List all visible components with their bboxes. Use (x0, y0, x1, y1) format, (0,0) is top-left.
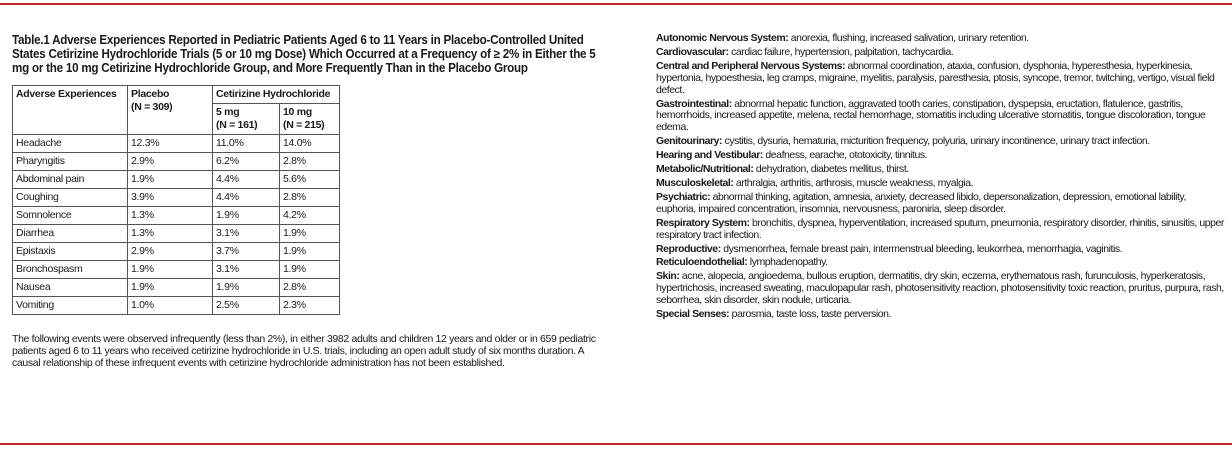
system-label: Skin: (656, 270, 680, 283)
row-5mg: 4.4% (213, 171, 280, 189)
system-entry (656, 271, 1226, 307)
header-placebo-n: (N = 309) (131, 101, 173, 113)
system-entry (656, 257, 1226, 269)
system-text: lymphadenopathy. (747, 256, 828, 269)
row-placebo: 1.3% (128, 207, 213, 225)
system-entry (656, 164, 1226, 176)
row-5mg: 6.2% (213, 153, 280, 171)
system-entry (656, 192, 1226, 216)
row-name: Bronchospasm (13, 261, 128, 279)
system-entry (656, 61, 1226, 97)
row-10mg: 2.8% (280, 189, 340, 207)
system-label: Gastrointestinal: (656, 97, 732, 110)
system-entry (656, 218, 1226, 242)
row-10mg: 4.2% (280, 207, 340, 225)
row-5mg: 3.1% (213, 225, 280, 243)
system-entry (656, 178, 1226, 190)
system-label: Psychiatric: (656, 190, 711, 203)
row-name: Abdominal pain (13, 171, 128, 189)
system-text: acne, alopecia, angioedema, bullous eruption, dermatitis, dry skin, eczema, erythematous rash, furunculosis, hyperkeratosis, hypertrichosis, increased sweating, maculopapular rash, photosensitivity reaction, photosensitivity toxic reaction, pruritus, purpura, rash, seborrhea, skin disorder, skin nodule, urticaria. (656, 270, 1224, 307)
header-placebo-label: Placebo (131, 88, 170, 100)
row-placebo: 12.3% (128, 135, 213, 153)
system-entry (656, 99, 1226, 135)
system-label: Reproductive: (656, 242, 721, 255)
row-name: Headache (13, 135, 128, 153)
system-entry (656, 47, 1226, 59)
row-10mg: 2.3% (280, 297, 340, 315)
system-text: cystitis, dysuria, hematuria, micturition frequency, polyuria, urinary incontinence, urinary tract infection. (722, 135, 1150, 148)
row-placebo: 1.0% (128, 297, 213, 315)
adverse-table-section (12, 33, 612, 380)
system-label: Autonomic Nervous System: (656, 32, 789, 44)
system-entry (656, 33, 1226, 45)
table-row (13, 297, 340, 315)
row-placebo: 3.9% (128, 189, 213, 207)
table-row (13, 279, 340, 297)
row-10mg: 1.9% (280, 225, 340, 243)
system-label: Special Senses: (656, 308, 730, 321)
body-systems-list (656, 33, 1226, 323)
system-text: arthralgia, arthritis, arthrosis, muscle weakness, myalgia. (733, 176, 974, 189)
system-text: anorexia, flushing, increased salivation, urinary retention. (788, 32, 1029, 44)
header-10mg-label: 10 mg (283, 106, 312, 118)
header-10mg-n: (N = 215) (283, 119, 325, 131)
system-label: Musculoskeletal: (656, 176, 734, 189)
table-title: Table.1 Adverse Experiences Reported in Pediatric Patients Aged 6 to 11 Years in Placebo-Controlled United States Cetirizine Hydrochloride Trials (5 or 10 mg Dose) Which Occurred at a Frequency of ≥ 2% in Either the 5 mg or the 10 mg Cetirizine Hydrochloride Group, and More Frequently Than in the Placebo Group (12, 33, 596, 75)
row-placebo: 2.9% (128, 153, 213, 171)
system-label: Respiratory System: (656, 216, 750, 229)
row-10mg: 1.9% (280, 261, 340, 279)
table-row (13, 207, 340, 225)
header-10mg (280, 104, 340, 135)
system-text: abnormal hepatic function, aggravated tooth caries, constipation, dyspepsia, eructation, flatulence, gastritis, hemorrhoids, increased appetite, melena, rectal hemorrhage, stomatitis including ulcerative stomatitis, tongue discoloration, tongue edema. (656, 97, 1206, 134)
table-row (13, 135, 340, 153)
row-10mg: 2.8% (280, 153, 340, 171)
system-entry (656, 244, 1226, 256)
row-5mg: 4.4% (213, 189, 280, 207)
system-text: abnormal thinking, agitation, amnesia, anxiety, decreased libido, depersonalization, depression, emotional lability, euphoria, impaired concentration, insomnia, nervousness, paroniria, sleep disorder. (656, 190, 1186, 215)
row-placebo: 1.9% (128, 279, 213, 297)
row-10mg: 2.8% (280, 279, 340, 297)
row-5mg: 11.0% (213, 135, 280, 153)
row-5mg: 2.5% (213, 297, 280, 315)
system-label: Central and Peripheral Nervous Systems: (656, 59, 846, 72)
row-5mg: 1.9% (213, 207, 280, 225)
adverse-experiences-table (12, 85, 340, 315)
row-name: Diarrhea (13, 225, 128, 243)
row-placebo: 2.9% (128, 243, 213, 261)
system-entry (656, 309, 1226, 321)
table-footnote: The following events were observed infrequently (less than 2%), in either 3982 adults and children 12 years and older or in 659 pediatric patients aged 6 to 11 years who received cetirizine hydrochloride in U.S. trials, including an open adult study of six months duration. A causal relationship of these infrequent events with cetirizine hydrochloride administration has not been established. (12, 333, 596, 369)
table-row (13, 261, 340, 279)
system-text: deafness, earache, ototoxicity, tinnitus. (762, 149, 928, 162)
row-placebo: 1.9% (128, 171, 213, 189)
row-name: Coughing (13, 189, 128, 207)
row-10mg: 14.0% (280, 135, 340, 153)
row-name: Epistaxis (13, 243, 128, 261)
system-entry (656, 150, 1226, 162)
header-cetirizine: Cetirizine Hydrochloride (213, 86, 340, 104)
system-label: Cardiovascular: (656, 45, 729, 58)
system-text: cardiac failure, hypertension, palpitation, tachycardia. (728, 45, 954, 58)
row-name: Pharyngitis (13, 153, 128, 171)
header-5mg-n: (N = 161) (216, 119, 258, 131)
table-row (13, 225, 340, 243)
system-entry (656, 136, 1226, 148)
header-adverse-experiences: Adverse Experiences (13, 86, 128, 135)
system-text: parosmia, taste loss, taste perversion. (729, 308, 891, 321)
row-10mg: 1.9% (280, 243, 340, 261)
table-row (13, 189, 340, 207)
row-placebo: 1.9% (128, 261, 213, 279)
system-text: dehydration, diabetes mellitus, thirst. (753, 163, 909, 176)
row-5mg: 1.9% (213, 279, 280, 297)
row-10mg: 5.6% (280, 171, 340, 189)
system-label: Hearing and Vestibular: (656, 149, 763, 162)
table-row (13, 171, 340, 189)
header-5mg-label: 5 mg (216, 106, 240, 118)
system-label: Reticuloendothelial: (656, 256, 748, 269)
system-text: dysmenorrhea, female breast pain, intermenstrual bleeding, leukorrhea, menorrhagia, vaginitis. (720, 242, 1123, 255)
row-name: Vomiting (13, 297, 128, 315)
table-row (13, 243, 340, 261)
table-row (13, 153, 340, 171)
row-placebo: 1.3% (128, 225, 213, 243)
header-placebo (128, 86, 213, 135)
header-5mg (213, 104, 280, 135)
row-name: Somnolence (13, 207, 128, 225)
bottom-divider (0, 443, 1232, 445)
row-name: Nausea (13, 279, 128, 297)
system-label: Genitourinary: (656, 135, 723, 148)
system-label: Metabolic/Nutritional: (656, 163, 754, 176)
system-text: bronchitis, dyspnea, hyperventilation, increased sputum, pneumonia, respiratory disorder, rhinitis, sinusitis, upper respiratory tract infection. (656, 216, 1224, 241)
row-5mg: 3.7% (213, 243, 280, 261)
top-divider (0, 3, 1232, 5)
row-5mg: 3.1% (213, 261, 280, 279)
system-text: abnormal coordination, ataxia, confusion, dysphonia, hyperesthesia, hyperkinesia, hypertonia, hypoesthesia, leg cramps, migraine, myelitis, paralysis, paresthesia, ptosis, syncope, tremor, twitching, vertigo, visual field defect. (656, 59, 1215, 96)
